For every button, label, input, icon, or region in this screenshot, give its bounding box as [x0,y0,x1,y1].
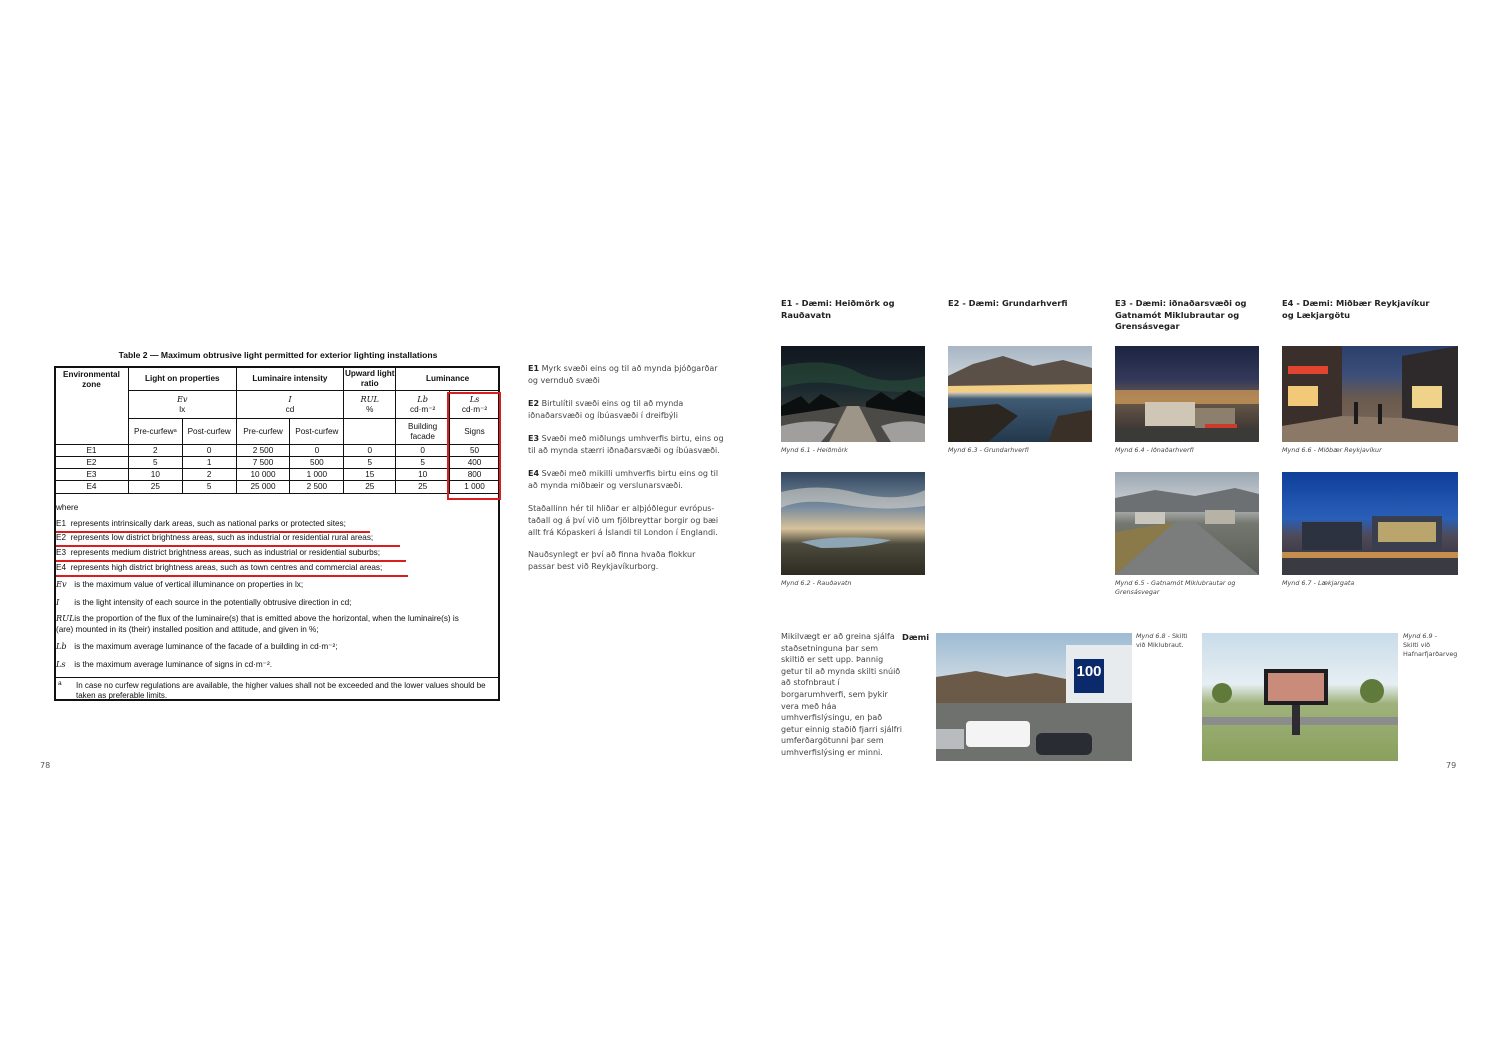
zone-heading-e3: E3 - Dæmi: iðnaðarsvæði og Gatnamót Miklubrautar og Grensásvegar [1115,298,1247,331]
def-text: is the proportion of the flux of the luminaire(s) that is emitted above the horizontal, when the luminaire(s) is [74,614,459,623]
billboard-number: 100 [1076,663,1102,680]
cell: 2 500 [236,445,290,457]
photo-heidmork [781,346,925,442]
footnote-divider [54,677,500,678]
where-label: where [56,503,79,512]
def-key: I [56,597,60,607]
daemi-label: Dæmi [902,632,930,642]
idnadarhverfi-illustration [1115,346,1259,442]
sub-signs: Signs [450,419,500,445]
cell: 25 000 [236,481,290,494]
caption-6-9 [1403,632,1463,659]
caption-6-6: Mynd 6.6 - Miðbær Reykjavíkur [1282,446,1382,454]
cell: 10 [396,469,450,481]
sub-pre-curfew-2: Pre-curfew [236,419,290,445]
cell: 2 [182,469,236,481]
page-number-left: 78 [40,761,51,770]
table-title: Table 2 — Maximum obtrusive light permitted for exterior lighting installations [118,350,438,360]
para-key: E1 [528,364,540,373]
para-text: Svæði með mikilli umhverfis birtu eins og til að mynda miðbæir og verslunarsvæði. [528,469,719,490]
def-key: E2 [56,533,67,542]
midbaer-illustration [1282,346,1458,442]
header-env-zone: Environmental zone [55,367,129,445]
photo-grundarhverfi [948,346,1092,442]
table-notes [56,501,498,676]
caption-6-2: Mynd 6.2 - Rauðavatn [781,579,852,587]
zone-heading-e2: E2 - Dæmi: Grundarhverfi [948,298,1068,308]
heidmork-illustration [781,346,925,442]
raudavatn-illustration [781,472,925,575]
definition-i [56,597,351,607]
caption-label: Mynd 6.8 [1136,632,1166,640]
i-unit: cd [285,405,295,414]
cell: 0 [182,445,236,457]
cell-signs: 400 [450,457,500,469]
photo-miklubraut [936,633,1132,761]
cell-zone: E1 [55,445,129,457]
definition-ev [56,579,303,589]
caption-label: Mynd 6.9 - [1403,632,1437,640]
para-key: E3 [528,434,540,443]
lb-unit: cd·m⁻² [410,405,436,414]
def-text: is the light intensity of each source in the potentially obtrusive direction in cd; [74,598,352,607]
footnote-text: In case no curfew regulations are available, the higher values shall not be exceeded and the lower values should be taken as preferable limits. [76,681,486,700]
para-key: E4 [528,469,540,478]
def-key: E4 [56,563,67,572]
cell: 0 [290,445,344,457]
mid-paragraph-e2 [528,398,724,422]
cell: 5 [182,481,236,494]
photo-gatnamot [1115,472,1259,575]
ls-unit: cd·m⁻² [461,405,488,414]
cell: 1 000 [290,469,344,481]
lb-symbol: Lb [417,394,428,404]
para-text: Svæði með miðlungs umhverfis birtu, eins og til að mynda stærri iðnaðarsvæði og íbúasvæði. [528,434,724,455]
zone-heading-e4: E4 - Dæmi: Miðbær Reykjavíkur og Lækjargötu [1282,298,1430,320]
i-symbol: I [288,394,292,404]
cell: 5 [344,457,396,469]
cell: 10 [128,469,182,481]
definition-e3 [56,548,380,557]
para-text: Myrk svæði eins og til að mynda þjóðgarðar og vernduð svæði [528,364,718,385]
header-lum-int: Luminaire intensity [236,367,344,391]
caption-6-8 [1136,632,1196,650]
definition-rul [56,613,459,623]
sign-placement-text: Mikilvægt er að greina sjálfa staðsetninguna þar sem skiltið er sett upp. Þannig getur til að mynda skilti snúið að stofnbraut í borgarumhverfi, sem þykir vera með háa umhverfislýsingu, en það getur einnig staðið fjarri sjálfri umferðargötunni þar sem umhverfislýsing er minni. [781,632,902,757]
caption-6-5: Mynd 6.5 - Gatnamót Miklubrautar og Grensásvegar [1115,579,1236,596]
ls-symbol: Ls [469,394,480,404]
rul-symbol: RUL [360,394,379,404]
cell: 10 000 [236,469,290,481]
cell-signs: 800 [450,469,500,481]
header-upward: Upward light ratio [344,367,396,391]
caption-text: - Skilti við Miklubraut. [1136,632,1188,649]
caption-6-3: Mynd 6.3 - Grundarhverfi [948,446,1029,454]
hafnarfjardarvegur-illustration [1202,633,1398,761]
sub-pre-curfew: Pre-curfewᵃ [128,419,182,445]
sub-post-curfew: Post-curfew [182,419,236,445]
sub-facade: Building facade [396,419,450,445]
def-key: Ls [56,659,66,669]
def-text: is the maximum average luminance of signs in cd·m⁻². [74,660,272,669]
def-text: represents low district brightness areas, such as industrial or residential rural areas; [70,533,374,542]
def-text: is the maximum value of vertical illuminance on properties in lx; [74,580,304,589]
signs-column-highlight [447,392,501,500]
footnote-mark: a [58,680,62,687]
gatnamot-illustration [1115,472,1259,575]
def-key: Ev [56,579,67,589]
sub-post-curfew-2: Post-curfew [290,419,344,445]
rul-unit: % [366,405,374,414]
def-key: Lb [56,641,67,651]
header-light-props: Light on properties [128,367,236,391]
underline-e2 [56,545,400,547]
cell-zone: E4 [55,481,129,494]
underline-e4 [56,575,408,577]
definition-ls [56,659,272,669]
miklubraut-illustration [936,633,1132,761]
cell: 25 [396,481,450,494]
para-text: Birtulítil svæði eins og til að mynda iðnaðarsvæði og íbúasvæði í dreifbýli [528,399,684,420]
caption-6-7: Mynd 6.7 - Lækjargata [1282,579,1355,587]
definition-e4 [56,563,382,572]
cell: 7 500 [236,457,290,469]
caption-6-4: Mynd 6.4 - Iðnaðarhverfi [1115,446,1194,454]
cell: 2 [128,445,182,457]
cell: 1 [182,457,236,469]
photo-midbaer [1282,346,1458,442]
ev-symbol: Ev [176,394,188,404]
def-key: RUL [56,613,75,623]
cell: 0 [344,445,396,457]
def-text: represents high district brightness areas, such as town centres and commercial areas; [70,563,383,572]
cell-zone: E3 [55,469,129,481]
para-key: E2 [528,399,540,408]
zone-heading-e1: E1 - Dæmi: Heiðmörk og Rauðavatn [781,298,895,320]
def-text: represents medium district brightness areas, such as industrial or residential suburbs; [70,548,381,557]
cell-signs: 50 [450,445,500,457]
cell: 15 [344,469,396,481]
definition-lb [56,641,338,651]
mid-paragraph-conclusion: Nauðsynlegt er því að finna hvaða flokkur passar best við Reykjavíkurborg. [528,550,696,571]
cell-signs: 1 000 [450,481,500,494]
cell: 25 [344,481,396,494]
header-luminance: Luminance [396,367,500,391]
mid-paragraph-e4 [528,468,724,492]
cell: 0 [396,445,450,457]
page-number-right: 79 [1446,761,1457,770]
mid-paragraph-standard: Staðallinn hér til hliðar er alþjóðlegur evrópus-taðall og á því við um fjölbreyttar borgir og bæi allt frá Kópaskeri á Íslandi til London í Englandi. [528,504,719,537]
def-key: E1 [56,519,67,528]
grundarhverfi-illustration [948,346,1092,442]
laekjargata-illustration [1282,472,1458,575]
cell: 500 [290,457,344,469]
def-text: is the maximum average luminance of the facade of a building in cd·m⁻²; [74,642,338,651]
caption-6-1: Mynd 6.1 - Heiðmörk [781,446,848,454]
cell: 2 500 [290,481,344,494]
mid-paragraph-e1 [528,363,724,387]
cell-zone: E2 [55,457,129,469]
cell: 25 [128,481,182,494]
caption-text: Skilti við Hafnarfjarðarveg [1403,641,1458,658]
ev-unit: lx [179,405,186,414]
photo-laekjargata [1282,472,1458,575]
photo-idnadarhverfi [1115,346,1259,442]
cell: 5 [128,457,182,469]
def-text: represents intrinsically dark areas, such as national parks or protected sites; [70,519,346,528]
cell: 5 [396,457,450,469]
def-key: E3 [56,548,67,557]
mid-paragraph-e3 [528,433,724,457]
photo-raudavatn [781,472,925,575]
definition-e1 [56,519,346,528]
photo-hafnarfjardarvegur [1202,633,1398,761]
definition-rul-cont: (are) mounted in its (their) installed position and attitude, and given in %; [56,625,319,634]
definition-e2 [56,533,373,542]
underline-e3 [56,560,406,562]
